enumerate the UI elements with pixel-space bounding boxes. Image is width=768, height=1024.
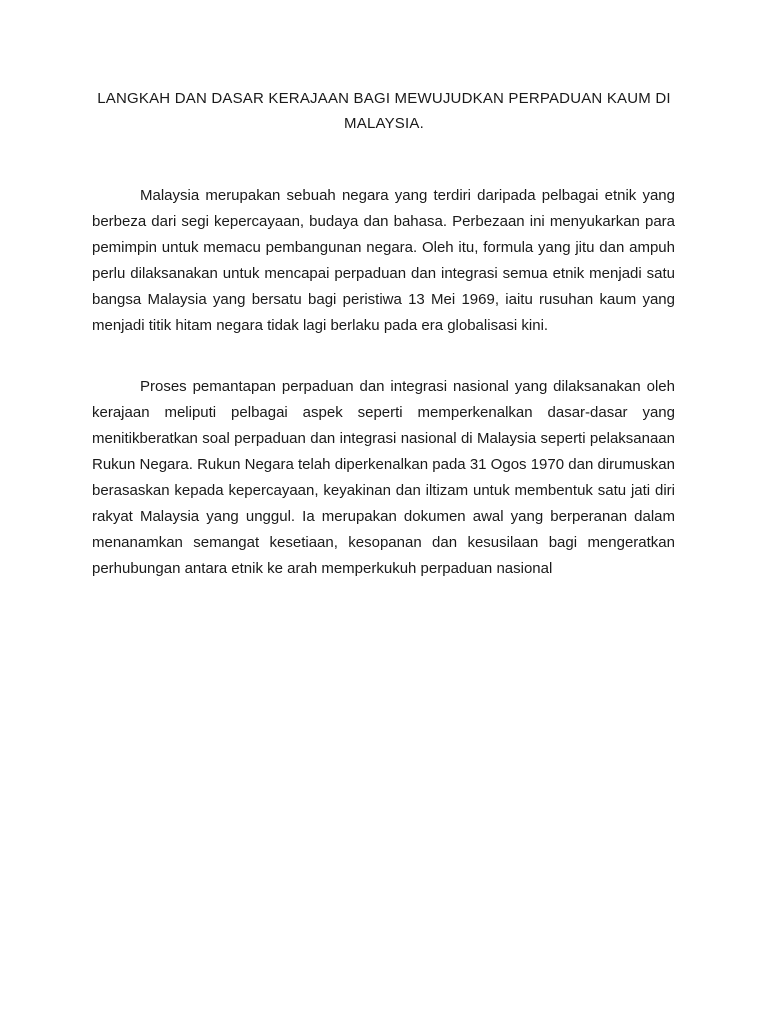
paragraph-introduction: Malaysia merupakan sebuah negara yang terdiri daripada pelbagai etnik yang berbeza dari segi kepercayaan, budaya dan bahasa. Perbezaan ini menyukarkan para pemimpin untuk memacu pembangunan negara. Oleh itu, formula yang jitu dan ampuh perlu dilaksanakan untuk mencapai perpaduan dan integrasi semua etnik menjadi satu bangsa Malaysia yang bersatu bagi peristiwa 13 Mei 1969, iaitu rusuhan kaum yang menjadi titik hitam negara tidak lagi berlaku pada era globalisasi kini. xyxy=(92,187,675,334)
document-title: LANGKAH DAN DASAR KERAJAAN BAGI MEWUJUDKAN PERPADUAN KAUM DI MALAYSIA. xyxy=(97,90,671,132)
paragraph-rukun-negara: Proses pemantapan perpaduan dan integrasi nasional yang dilaksanakan oleh kerajaan meliputi pelbagai aspek seperti memperkenalkan dasar-dasar yang menitikberatkan soal perpaduan dan integrasi nasional di Malaysia seperti pelaksanaan Rukun Negara. Rukun Negara telah diperkenalkan pada 31 Ogos 1970 dan dirumuskan berasaskan kepada kepercayaan, keyakinan dan iltizam untuk membentuk satu jati diri rakyat Malaysia yang unggul. Ia merupakan dokumen awal yang berperanan dalam menanamkan semangat kesetiaan, kesopanan dan kesusilaan bagi mengeratkan perhubungan antara etnik ke arah memperkukuh perpaduan nasional xyxy=(92,378,675,577)
